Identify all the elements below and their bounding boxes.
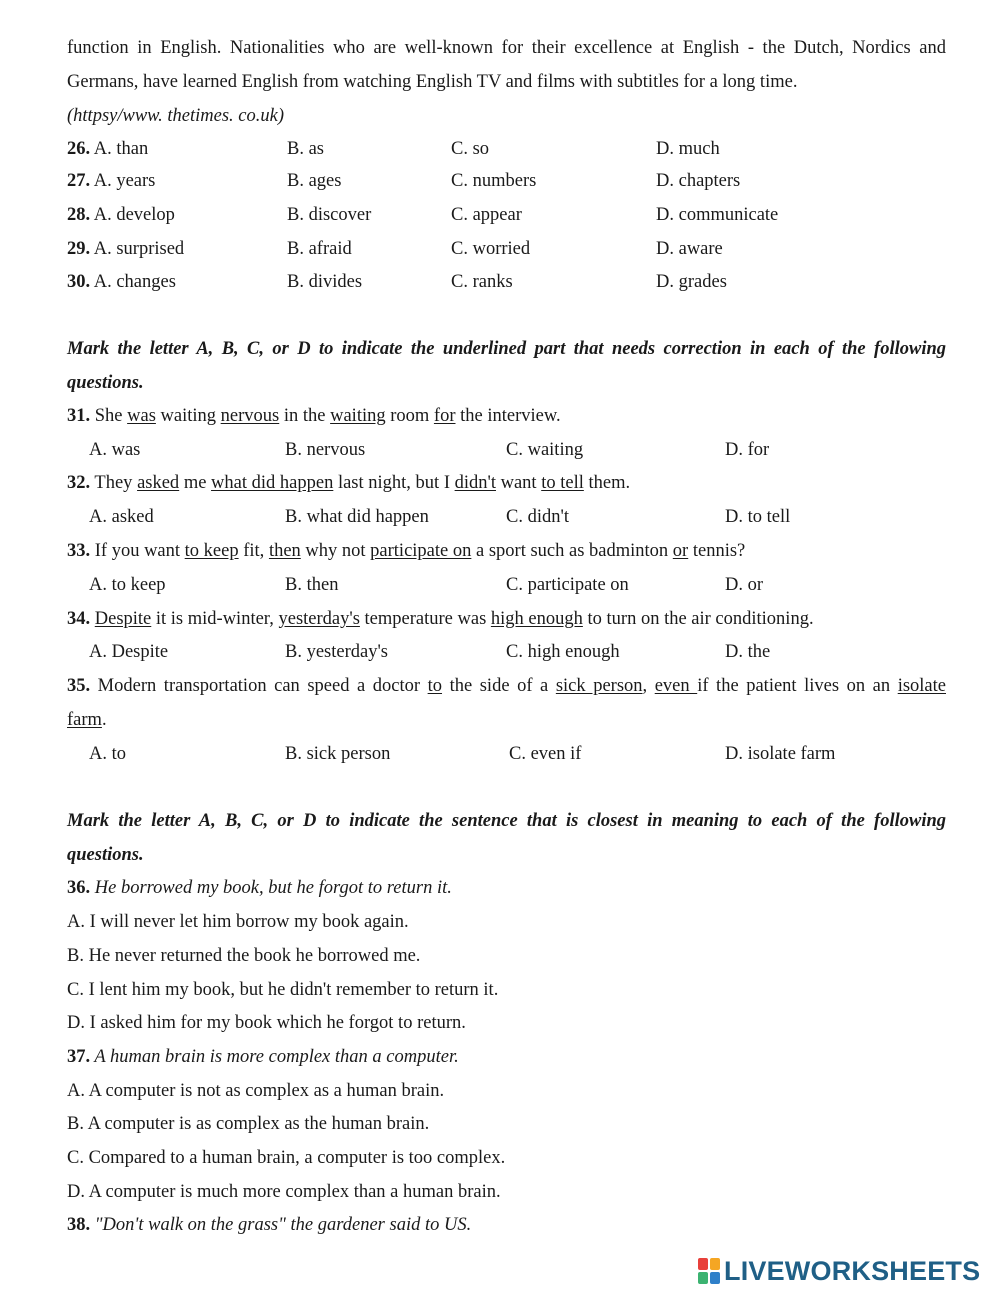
option-a: A. was: [89, 440, 141, 460]
option-c: C. didn't: [506, 507, 569, 527]
option-a: A. to: [89, 744, 126, 764]
cloze-option-c: C. appear: [451, 205, 522, 225]
option-b: B. A computer is as complex as the human brain.: [67, 1114, 430, 1134]
option-c: C. waiting: [506, 440, 584, 460]
section-instruction-cont: questions.: [67, 845, 144, 865]
option-c: C. I lent him my book, but he didn't remember to return it.: [67, 980, 499, 1000]
cloze-option-b: B. divides: [287, 272, 363, 292]
option-c: C. even if: [509, 744, 582, 764]
option-b: B. nervous: [285, 440, 366, 460]
option-d: D. to tell: [725, 507, 791, 527]
option-d: D. A computer is much more complex than a human brain.: [67, 1182, 501, 1202]
option-d: D. or: [725, 575, 764, 595]
cloze-option-c: C. so: [451, 139, 490, 159]
question-number: 30.: [67, 272, 91, 292]
section-instruction: Mark the letter A, B, C, or D to indicate the underlined part that needs correction in each of the following: [67, 339, 946, 359]
question-35: 35. Modern transportation can speed a doctor to the side of a sick person, even if the patient lives on an isolate: [67, 676, 946, 696]
option-c: C. Compared to a human brain, a computer is too complex.: [67, 1148, 506, 1168]
option-b: B. sick person: [285, 744, 391, 764]
question-38: 38. "Don't walk on the grass" the gardener said to US.: [67, 1215, 472, 1235]
option-a: A. to keep: [89, 575, 166, 595]
question-number: 28.: [67, 205, 91, 225]
cloze-option-b: B. as: [287, 139, 324, 159]
option-c: C. high enough: [506, 642, 620, 662]
option-b: B. yesterday's: [285, 642, 389, 662]
cloze-option-d: D. grades: [656, 272, 727, 292]
question-35-cont: farm.: [67, 710, 107, 730]
option-a: A. I will never let him borrow my book again.: [67, 912, 409, 932]
option-d: D. the: [725, 642, 771, 662]
liveworksheets-logo: [698, 1256, 980, 1286]
cloze-option-a: 26. A. than: [67, 139, 149, 159]
question-number: 27.: [67, 171, 91, 191]
question-34: 34. Despite it is mid-winter, yesterday's temperature was high enough to turn on the air conditioning.: [67, 609, 814, 629]
cloze-option-d: D. aware: [656, 239, 723, 259]
cloze-option-c: C. numbers: [451, 171, 537, 191]
option-b: B. what did happen: [285, 507, 429, 527]
question-37: 37. A human brain is more complex than a computer.: [67, 1047, 459, 1067]
question-31: 31. She was waiting nervous in the waiting room for the interview.: [67, 406, 561, 426]
liveworksheets-icon: [698, 1258, 720, 1284]
option-b: B. then: [285, 575, 339, 595]
passage-line-1: function in English. Nationalities who are well-known for their excellence at English - the Dutch, Nordics and: [67, 38, 946, 58]
passage-source: (httpsy/www. thetimes. co.uk): [67, 106, 284, 126]
cloze-option-d: D. much: [656, 139, 720, 159]
cloze-option-d: D. chapters: [656, 171, 741, 191]
cloze-option-a: 28. A. develop: [67, 205, 175, 225]
option-a: A. asked: [89, 507, 154, 527]
passage-line-2: Germans, have learned English from watching English TV and films with subtitles for a long time.: [67, 72, 798, 92]
option-a: A. A computer is not as complex as a human brain.: [67, 1081, 445, 1101]
cloze-option-b: B. afraid: [287, 239, 352, 259]
question-32: 32. They asked me what did happen last night, but I didn't want to tell them.: [67, 473, 631, 493]
cloze-option-c: C. worried: [451, 239, 531, 259]
option-d: D. I asked him for my book which he forgot to return.: [67, 1013, 466, 1033]
cloze-option-b: B. ages: [287, 171, 342, 191]
cloze-option-a: 27. A. years: [67, 171, 156, 191]
question-number: 29.: [67, 239, 91, 259]
question-number: 26.: [67, 139, 91, 159]
cloze-option-a: 30. A. changes: [67, 272, 176, 292]
question-36: 36. He borrowed my book, but he forgot to return it.: [67, 878, 452, 898]
option-c: C. participate on: [506, 575, 629, 595]
question-33: 33. If you want to keep fit, then why not participate on a sport such as badminton or tennis?: [67, 541, 746, 561]
option-b: B. He never returned the book he borrowed me.: [67, 946, 421, 966]
section-instruction: Mark the letter A, B, C, or D to indicate the sentence that is closest in meaning to each of the following: [67, 811, 946, 831]
logo-text: LIVEWORKSHEETS: [724, 1255, 981, 1286]
section-instruction-cont: questions.: [67, 373, 144, 393]
option-d: D. isolate farm: [725, 744, 836, 764]
cloze-option-d: D. communicate: [656, 205, 779, 225]
cloze-option-a: 29. A. surprised: [67, 239, 185, 259]
cloze-option-b: B. discover: [287, 205, 372, 225]
option-d: D. for: [725, 440, 770, 460]
cloze-option-c: C. ranks: [451, 272, 513, 292]
option-a: A. Despite: [89, 642, 169, 662]
